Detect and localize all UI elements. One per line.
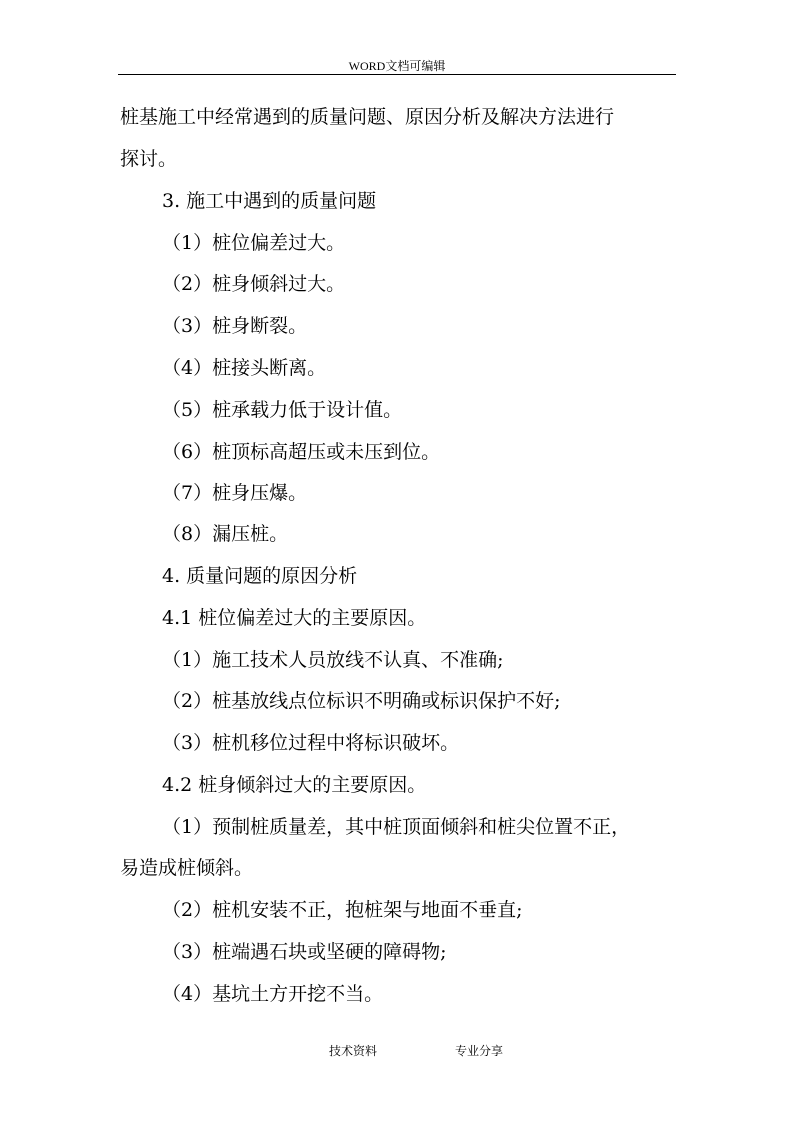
section-heading: 4. 质量问题的原因分析 bbox=[162, 565, 358, 587]
list-item: （6）桩顶标高超压或未压到位。 bbox=[162, 441, 441, 463]
subsection-heading: 4.1 桩位偏差过大的主要原因。 bbox=[162, 607, 427, 629]
list-item: （2）桩机安装不正，抱桩架与地面不垂直; bbox=[162, 899, 523, 921]
footer-right-text: 专业分享 bbox=[455, 1044, 504, 1058]
body-line: 桩基施工中经常遇到的质量问题、原因分析及解决方法进行 bbox=[120, 106, 615, 128]
list-item: （1）预制桩质量差，其中桩顶面倾斜和桩尖位置不正， bbox=[162, 816, 631, 838]
list-item: （2）桩身倾斜过大。 bbox=[162, 273, 346, 295]
list-item-continuation: 易造成桩倾斜。 bbox=[120, 857, 254, 879]
list-item: （8）漏压桩。 bbox=[162, 523, 289, 545]
body-line: 探讨。 bbox=[120, 148, 178, 170]
list-item: （3）桩身断裂。 bbox=[162, 315, 308, 337]
footer-left-text: 技术资料 bbox=[329, 1044, 378, 1058]
list-item: （3）桩机移位过程中将标识破坏。 bbox=[162, 732, 460, 754]
list-item: （4）基坑土方开挖不当。 bbox=[162, 983, 384, 1005]
list-item: （1）桩位偏差过大。 bbox=[162, 232, 346, 254]
section-heading: 3. 施工中遇到的质量问题 bbox=[162, 190, 377, 212]
list-item: （3）桩端遇石块或坚硬的障碍物; bbox=[162, 941, 447, 963]
list-item: （4）桩接头断离。 bbox=[162, 357, 327, 379]
page-header-title: WORD文档可编辑 bbox=[348, 59, 446, 73]
list-item: （1）施工技术人员放线不认真、不准确; bbox=[162, 649, 504, 671]
list-item: （2）桩基放线点位标识不明确或标识保护不好; bbox=[162, 690, 561, 712]
list-item: （7）桩身压爆。 bbox=[162, 482, 308, 504]
header-divider bbox=[118, 74, 676, 75]
subsection-heading: 4.2 桩身倾斜过大的主要原因。 bbox=[162, 774, 427, 796]
list-item: （5）桩承载力低于设计值。 bbox=[162, 399, 403, 421]
